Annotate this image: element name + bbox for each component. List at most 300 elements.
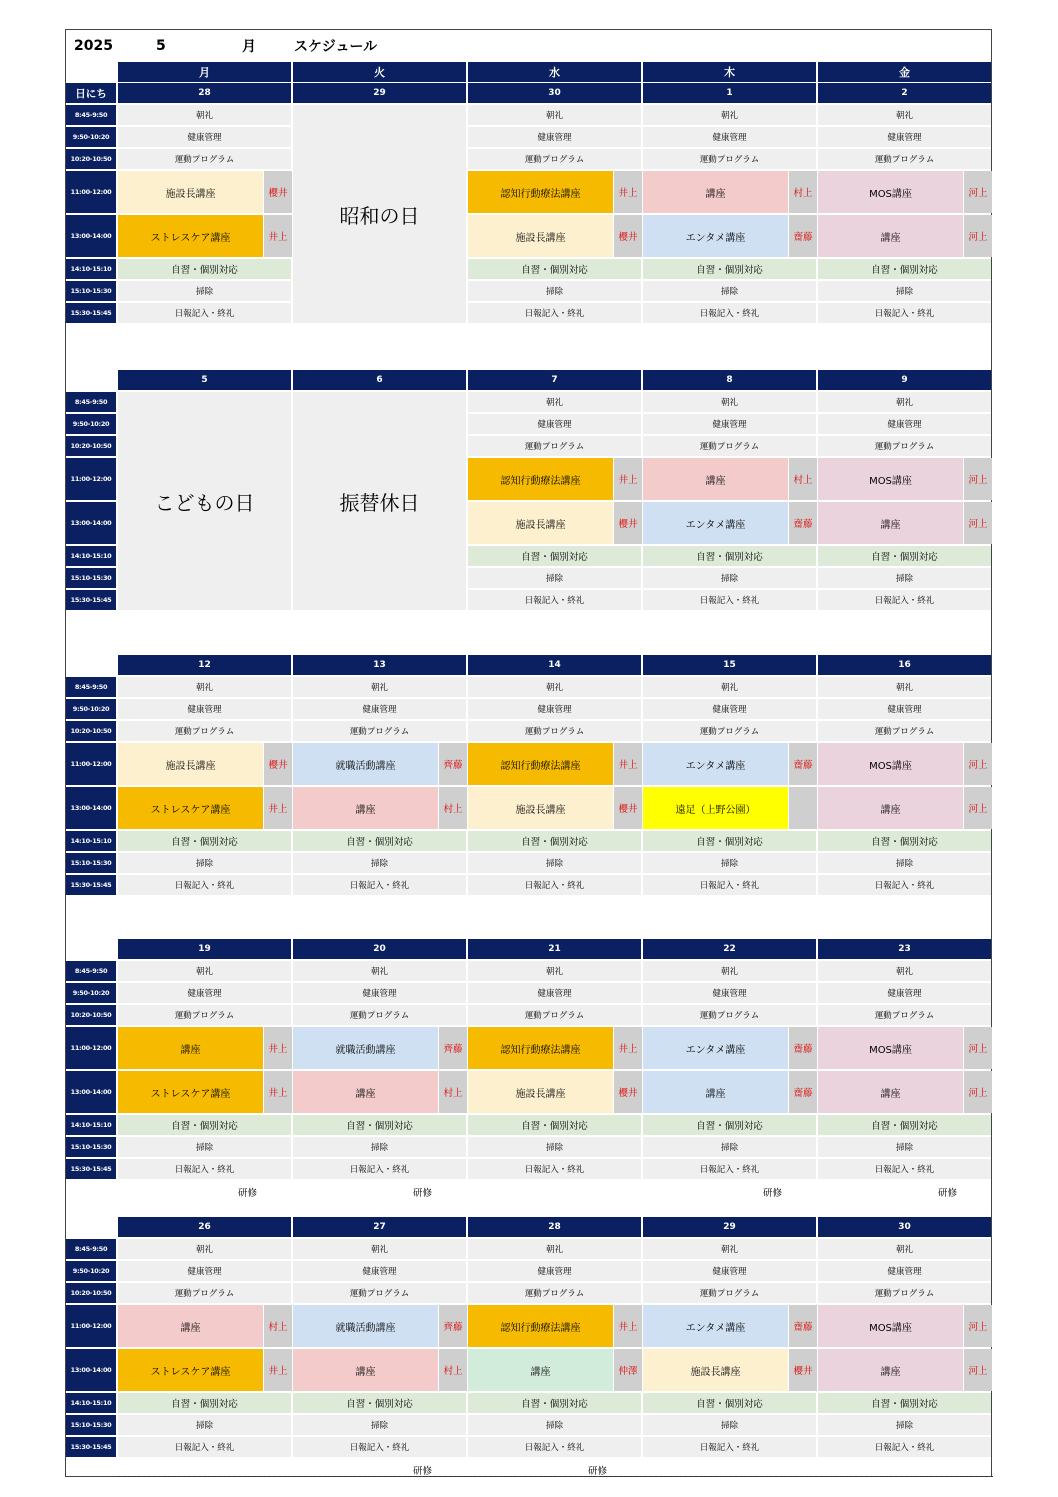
routine-exercise: 運動プログラム — [643, 436, 816, 456]
date-cell: 21 — [468, 939, 641, 959]
routine-exercise: 運動プログラム — [643, 721, 816, 741]
class-am: エンタメ講座 — [643, 1305, 788, 1347]
teacher-am: 村上 — [264, 1305, 292, 1347]
holiday-cell: 昭和の日 — [293, 105, 466, 323]
routine-health: 健康管理 — [468, 983, 641, 1003]
routine-study: 自習・個別対応 — [468, 1393, 641, 1413]
routine-closing: 日報記入・終礼 — [468, 875, 641, 895]
routine-health: 健康管理 — [468, 414, 641, 434]
class-pm: 遠足（上野公園） — [643, 787, 788, 829]
routine-health: 健康管理 — [293, 1261, 466, 1281]
teacher-am: 井上 — [614, 1027, 642, 1069]
teacher-pm: 河上 — [964, 787, 992, 829]
teacher-am: 河上 — [964, 1305, 992, 1347]
teacher-pm: 仲澤 — [614, 1349, 642, 1391]
routine-closing: 日報記入・終礼 — [643, 1159, 816, 1179]
routine-cleaning: 掃除 — [118, 1415, 291, 1435]
routine-morning: 朝礼 — [643, 961, 816, 981]
class-am: 講座 — [643, 458, 788, 500]
schedule-sheet — [65, 29, 992, 1477]
class-am: 施設長講座 — [118, 743, 263, 785]
time-slot-label: 8:45-9:50 — [66, 677, 116, 697]
time-slot-label: 10:20-10:50 — [66, 721, 116, 741]
routine-study: 自習・個別対応 — [293, 831, 466, 851]
time-slot-label: 13:00-14:00 — [66, 1349, 116, 1391]
routine-cleaning: 掃除 — [468, 281, 641, 301]
date-cell: 28 — [468, 1217, 641, 1237]
teacher-pm: 齋藤 — [789, 502, 817, 544]
date-cell: 20 — [293, 939, 466, 959]
time-slot-label: 13:00-14:00 — [66, 215, 116, 257]
routine-morning: 朝礼 — [818, 105, 991, 125]
routine-cleaning: 掃除 — [643, 853, 816, 873]
time-slot-label: 10:20-10:50 — [66, 436, 116, 456]
routine-closing: 日報記入・終礼 — [118, 1437, 291, 1457]
teacher-am: 齊藤 — [439, 1027, 467, 1069]
time-slot-label: 15:30-15:45 — [66, 590, 116, 610]
routine-study: 自習・個別対応 — [818, 546, 991, 566]
routine-cleaning: 掃除 — [818, 281, 991, 301]
schedule-title: スケジュール — [294, 39, 378, 55]
holiday-cell: こどもの日 — [118, 392, 291, 610]
time-slot-label: 15:30-15:45 — [66, 1159, 116, 1179]
teacher-pm: 櫻井 — [614, 502, 642, 544]
routine-study: 自習・個別対応 — [818, 1393, 991, 1413]
note-training: 研修 — [763, 1188, 783, 1199]
routine-study: 自習・個別対応 — [468, 831, 641, 851]
routine-morning: 朝礼 — [118, 1239, 291, 1259]
teacher-am: 井上 — [614, 171, 642, 213]
routine-study: 自習・個別対応 — [643, 1393, 816, 1413]
time-slot-label: 15:30-15:45 — [66, 875, 116, 895]
teacher-pm: 河上 — [964, 1349, 992, 1391]
date-cell: 8 — [643, 370, 816, 390]
routine-cleaning: 掃除 — [468, 568, 641, 588]
routine-study: 自習・個別対応 — [818, 1115, 991, 1135]
teacher-am: 井上 — [264, 1027, 292, 1069]
routine-exercise: 運動プログラム — [293, 721, 466, 741]
routine-cleaning: 掃除 — [818, 853, 991, 873]
date-cell: 22 — [643, 939, 816, 959]
routine-exercise: 運動プログラム — [818, 721, 991, 741]
routine-cleaning: 掃除 — [468, 1137, 641, 1157]
routine-closing: 日報記入・終礼 — [643, 590, 816, 610]
time-slot-label: 9:50-10:20 — [66, 414, 116, 434]
class-pm: 講座 — [818, 787, 963, 829]
time-slot-label: 14:10-15:10 — [66, 1393, 116, 1413]
time-slot-label: 9:50-10:20 — [66, 983, 116, 1003]
routine-exercise: 運動プログラム — [643, 149, 816, 169]
time-slot-label: 8:45-9:50 — [66, 1239, 116, 1259]
routine-morning: 朝礼 — [293, 961, 466, 981]
class-pm: 施設長講座 — [643, 1349, 788, 1391]
class-am: 認知行動療法講座 — [468, 1305, 613, 1347]
class-pm: 施設長講座 — [468, 1071, 613, 1113]
teacher-pm — [789, 787, 817, 829]
date-cell: 5 — [118, 370, 291, 390]
class-am: 就職活動講座 — [293, 1305, 438, 1347]
routine-cleaning: 掃除 — [818, 568, 991, 588]
class-pm: 施設長講座 — [468, 787, 613, 829]
routine-exercise: 運動プログラム — [293, 1283, 466, 1303]
routine-study: 自習・個別対応 — [643, 831, 816, 851]
routine-study: 自習・個別対応 — [118, 259, 291, 279]
class-am: MOS講座 — [818, 743, 963, 785]
time-slot-label: 13:00-14:00 — [66, 1071, 116, 1113]
routine-cleaning: 掃除 — [118, 853, 291, 873]
class-pm: ストレスケア講座 — [118, 1071, 263, 1113]
note-training: 研修 — [413, 1466, 433, 1477]
month-label: 月 — [242, 39, 256, 55]
holiday-cell: 振替休日 — [293, 392, 466, 610]
routine-morning: 朝礼 — [293, 677, 466, 697]
class-pm: 講座 — [293, 1071, 438, 1113]
class-am: 認知行動療法講座 — [468, 171, 613, 213]
teacher-pm: 河上 — [964, 215, 992, 257]
note-training: 研修 — [413, 1188, 433, 1199]
time-slot-label: 11:00-12:00 — [66, 1305, 116, 1347]
routine-closing: 日報記入・終礼 — [643, 303, 816, 323]
teacher-am: 齊藤 — [439, 743, 467, 785]
routine-closing: 日報記入・終礼 — [643, 875, 816, 895]
teacher-am: 村上 — [789, 458, 817, 500]
routine-health: 健康管理 — [643, 983, 816, 1003]
class-am: 認知行動療法講座 — [468, 458, 613, 500]
weekday-header: 金 — [818, 62, 991, 82]
day-row-label: 日にち — [66, 83, 116, 103]
date-cell: 30 — [468, 83, 641, 103]
routine-closing: 日報記入・終礼 — [818, 303, 991, 323]
routine-health: 健康管理 — [293, 699, 466, 719]
routine-exercise: 運動プログラム — [468, 1283, 641, 1303]
time-slot-label: 13:00-14:00 — [66, 787, 116, 829]
teacher-am: 村上 — [789, 171, 817, 213]
time-slot-label: 15:10-15:30 — [66, 1415, 116, 1435]
date-cell: 29 — [643, 1217, 816, 1237]
time-slot-label: 11:00-12:00 — [66, 1027, 116, 1069]
routine-study: 自習・個別対応 — [468, 546, 641, 566]
date-cell: 12 — [118, 655, 291, 675]
routine-morning: 朝礼 — [293, 1239, 466, 1259]
time-slot-label: 9:50-10:20 — [66, 1261, 116, 1281]
teacher-pm: 齋藤 — [789, 215, 817, 257]
teacher-am: 河上 — [964, 171, 992, 213]
class-pm: ストレスケア講座 — [118, 1349, 263, 1391]
teacher-am: 櫻井 — [264, 171, 292, 213]
routine-health: 健康管理 — [818, 127, 991, 147]
routine-cleaning: 掃除 — [643, 281, 816, 301]
routine-exercise: 運動プログラム — [468, 149, 641, 169]
class-pm: 施設長講座 — [468, 215, 613, 257]
date-cell: 1 — [643, 83, 816, 103]
class-am: MOS講座 — [818, 171, 963, 213]
time-slot-label: 10:20-10:50 — [66, 149, 116, 169]
time-slot-label: 15:10-15:30 — [66, 853, 116, 873]
routine-closing: 日報記入・終礼 — [293, 1159, 466, 1179]
routine-morning: 朝礼 — [468, 677, 641, 697]
routine-morning: 朝礼 — [643, 677, 816, 697]
teacher-am: 井上 — [614, 743, 642, 785]
class-am: 認知行動療法講座 — [468, 743, 613, 785]
teacher-pm: 井上 — [264, 1071, 292, 1113]
class-am: MOS講座 — [818, 1305, 963, 1347]
teacher-am: 河上 — [964, 1027, 992, 1069]
time-slot-label: 15:10-15:30 — [66, 568, 116, 588]
note-training: 研修 — [238, 1188, 258, 1199]
routine-study: 自習・個別対応 — [293, 1115, 466, 1135]
routine-morning: 朝礼 — [818, 677, 991, 697]
date-cell: 26 — [118, 1217, 291, 1237]
teacher-pm: 村上 — [439, 1071, 467, 1113]
teacher-am: 河上 — [964, 458, 992, 500]
class-am: MOS講座 — [818, 458, 963, 500]
routine-health: 健康管理 — [118, 699, 291, 719]
class-am: 就職活動講座 — [293, 743, 438, 785]
date-cell: 27 — [293, 1217, 466, 1237]
routine-exercise: 運動プログラム — [468, 1005, 641, 1025]
routine-closing: 日報記入・終礼 — [293, 1437, 466, 1457]
teacher-pm: 井上 — [264, 1349, 292, 1391]
routine-health: 健康管理 — [818, 1261, 991, 1281]
routine-cleaning: 掃除 — [118, 281, 291, 301]
teacher-pm: 井上 — [264, 215, 292, 257]
routine-exercise: 運動プログラム — [293, 1005, 466, 1025]
routine-health: 健康管理 — [643, 127, 816, 147]
teacher-pm: 井上 — [264, 787, 292, 829]
teacher-pm: 村上 — [439, 787, 467, 829]
routine-study: 自習・個別対応 — [118, 831, 291, 851]
routine-health: 健康管理 — [293, 983, 466, 1003]
class-am: 施設長講座 — [118, 171, 263, 213]
routine-exercise: 運動プログラム — [118, 1283, 291, 1303]
routine-study: 自習・個別対応 — [643, 259, 816, 279]
routine-closing: 日報記入・終礼 — [468, 303, 641, 323]
routine-study: 自習・個別対応 — [468, 1115, 641, 1135]
teacher-pm: 河上 — [964, 1071, 992, 1113]
teacher-pm: 齋藤 — [789, 1071, 817, 1113]
routine-exercise: 運動プログラム — [118, 149, 291, 169]
teacher-pm: 櫻井 — [614, 215, 642, 257]
routine-cleaning: 掃除 — [818, 1137, 991, 1157]
date-cell: 23 — [818, 939, 991, 959]
routine-study: 自習・個別対応 — [818, 831, 991, 851]
routine-exercise: 運動プログラム — [118, 721, 291, 741]
class-pm: エンタメ講座 — [643, 502, 788, 544]
routine-closing: 日報記入・終礼 — [643, 1437, 816, 1457]
routine-cleaning: 掃除 — [468, 853, 641, 873]
routine-morning: 朝礼 — [818, 961, 991, 981]
class-am: 講座 — [118, 1305, 263, 1347]
routine-closing: 日報記入・終礼 — [118, 875, 291, 895]
class-am: 認知行動療法講座 — [468, 1027, 613, 1069]
teacher-pm: 村上 — [439, 1349, 467, 1391]
date-cell: 7 — [468, 370, 641, 390]
teacher-am: 井上 — [614, 1305, 642, 1347]
time-slot-label: 9:50-10:20 — [66, 127, 116, 147]
routine-morning: 朝礼 — [643, 1239, 816, 1259]
routine-health: 健康管理 — [643, 699, 816, 719]
date-cell: 14 — [468, 655, 641, 675]
time-slot-label: 14:10-15:10 — [66, 1115, 116, 1135]
routine-morning: 朝礼 — [818, 392, 991, 412]
class-pm: 講座 — [818, 1071, 963, 1113]
routine-cleaning: 掃除 — [118, 1137, 291, 1157]
routine-cleaning: 掃除 — [293, 1415, 466, 1435]
routine-health: 健康管理 — [118, 1261, 291, 1281]
date-cell: 9 — [818, 370, 991, 390]
time-slot-label: 11:00-12:00 — [66, 458, 116, 500]
routine-morning: 朝礼 — [118, 677, 291, 697]
class-am: 講座 — [643, 171, 788, 213]
teacher-pm: 櫻井 — [614, 1071, 642, 1113]
routine-study: 自習・個別対応 — [118, 1115, 291, 1135]
routine-morning: 朝礼 — [468, 392, 641, 412]
routine-cleaning: 掃除 — [468, 1415, 641, 1435]
routine-health: 健康管理 — [118, 127, 291, 147]
routine-cleaning: 掃除 — [293, 853, 466, 873]
class-pm: 講座 — [293, 787, 438, 829]
routine-study: 自習・個別対応 — [643, 546, 816, 566]
date-cell: 30 — [818, 1217, 991, 1237]
teacher-am: 井上 — [614, 458, 642, 500]
date-cell: 15 — [643, 655, 816, 675]
teacher-am: 齋藤 — [789, 1305, 817, 1347]
time-slot-label: 15:10-15:30 — [66, 281, 116, 301]
class-pm: ストレスケア講座 — [118, 215, 263, 257]
time-slot-label: 11:00-12:00 — [66, 743, 116, 785]
routine-study: 自習・個別対応 — [643, 1115, 816, 1135]
routine-study: 自習・個別対応 — [818, 259, 991, 279]
time-slot-label: 14:10-15:10 — [66, 831, 116, 851]
time-slot-label: 15:10-15:30 — [66, 1137, 116, 1157]
teacher-am: 河上 — [964, 743, 992, 785]
routine-exercise: 運動プログラム — [643, 1005, 816, 1025]
teacher-pm: 櫻井 — [789, 1349, 817, 1391]
class-pm: エンタメ講座 — [643, 215, 788, 257]
routine-cleaning: 掃除 — [818, 1415, 991, 1435]
date-cell: 16 — [818, 655, 991, 675]
routine-morning: 朝礼 — [118, 105, 291, 125]
routine-morning: 朝礼 — [818, 1239, 991, 1259]
class-am: エンタメ講座 — [643, 743, 788, 785]
teacher-pm: 河上 — [964, 502, 992, 544]
routine-closing: 日報記入・終礼 — [118, 303, 291, 323]
routine-health: 健康管理 — [643, 414, 816, 434]
time-slot-label: 14:10-15:10 — [66, 546, 116, 566]
date-cell: 6 — [293, 370, 466, 390]
routine-cleaning: 掃除 — [643, 1415, 816, 1435]
routine-health: 健康管理 — [118, 983, 291, 1003]
class-pm: 講座 — [818, 502, 963, 544]
routine-exercise: 運動プログラム — [118, 1005, 291, 1025]
weekday-header: 水 — [468, 62, 641, 82]
date-cell: 13 — [293, 655, 466, 675]
class-pm: ストレスケア講座 — [118, 787, 263, 829]
routine-cleaning: 掃除 — [643, 1137, 816, 1157]
routine-exercise: 運動プログラム — [643, 1283, 816, 1303]
routine-closing: 日報記入・終礼 — [293, 875, 466, 895]
date-cell: 19 — [118, 939, 291, 959]
class-pm: 講座 — [468, 1349, 613, 1391]
note-training: 研修 — [588, 1466, 608, 1477]
routine-exercise: 運動プログラム — [468, 436, 641, 456]
time-slot-label: 9:50-10:20 — [66, 699, 116, 719]
time-slot-label: 8:45-9:50 — [66, 105, 116, 125]
routine-cleaning: 掃除 — [643, 568, 816, 588]
routine-exercise: 運動プログラム — [818, 436, 991, 456]
teacher-am: 齊藤 — [439, 1305, 467, 1347]
routine-closing: 日報記入・終礼 — [118, 1159, 291, 1179]
routine-exercise: 運動プログラム — [818, 1283, 991, 1303]
routine-health: 健康管理 — [643, 1261, 816, 1281]
routine-health: 健康管理 — [468, 699, 641, 719]
class-am: MOS講座 — [818, 1027, 963, 1069]
routine-closing: 日報記入・終礼 — [818, 1437, 991, 1457]
time-slot-label: 8:45-9:50 — [66, 392, 116, 412]
routine-health: 健康管理 — [468, 127, 641, 147]
routine-study: 自習・個別対応 — [118, 1393, 291, 1413]
date-cell: 29 — [293, 83, 466, 103]
weekday-header: 木 — [643, 62, 816, 82]
teacher-am: 櫻井 — [264, 743, 292, 785]
date-cell: 28 — [118, 83, 291, 103]
routine-closing: 日報記入・終礼 — [818, 1159, 991, 1179]
class-am: 講座 — [118, 1027, 263, 1069]
time-slot-label: 8:45-9:50 — [66, 961, 116, 981]
routine-closing: 日報記入・終礼 — [468, 590, 641, 610]
routine-health: 健康管理 — [818, 414, 991, 434]
date-cell: 2 — [818, 83, 991, 103]
routine-morning: 朝礼 — [468, 105, 641, 125]
routine-health: 健康管理 — [818, 699, 991, 719]
note-training: 研修 — [938, 1188, 958, 1199]
year-label: 2025 — [74, 38, 113, 54]
routine-morning: 朝礼 — [118, 961, 291, 981]
routine-closing: 日報記入・終礼 — [818, 590, 991, 610]
routine-closing: 日報記入・終礼 — [818, 875, 991, 895]
teacher-am: 齋藤 — [789, 743, 817, 785]
class-pm: 講座 — [643, 1071, 788, 1113]
time-slot-label: 15:30-15:45 — [66, 303, 116, 323]
routine-morning: 朝礼 — [643, 392, 816, 412]
weekday-header: 月 — [118, 62, 291, 82]
time-slot-label: 11:00-12:00 — [66, 171, 116, 213]
routine-cleaning: 掃除 — [293, 1137, 466, 1157]
class-pm: 講座 — [818, 1349, 963, 1391]
class-am: 就職活動講座 — [293, 1027, 438, 1069]
routine-morning: 朝礼 — [468, 1239, 641, 1259]
routine-study: 自習・個別対応 — [293, 1393, 466, 1413]
routine-exercise: 運動プログラム — [468, 721, 641, 741]
class-am: エンタメ講座 — [643, 1027, 788, 1069]
routine-closing: 日報記入・終礼 — [468, 1159, 641, 1179]
month-number: 5 — [156, 38, 166, 54]
page-cut-line — [118, 1476, 993, 1477]
routine-closing: 日報記入・終礼 — [468, 1437, 641, 1457]
time-slot-label: 10:20-10:50 — [66, 1005, 116, 1025]
routine-morning: 朝礼 — [468, 961, 641, 981]
time-slot-label: 14:10-15:10 — [66, 259, 116, 279]
routine-exercise: 運動プログラム — [818, 149, 991, 169]
routine-health: 健康管理 — [468, 1261, 641, 1281]
time-slot-label: 13:00-14:00 — [66, 502, 116, 544]
routine-study: 自習・個別対応 — [468, 259, 641, 279]
teacher-am: 齋藤 — [789, 1027, 817, 1069]
time-slot-label: 10:20-10:50 — [66, 1283, 116, 1303]
routine-health: 健康管理 — [818, 983, 991, 1003]
time-slot-label: 15:30-15:45 — [66, 1437, 116, 1457]
class-pm: 講座 — [818, 215, 963, 257]
